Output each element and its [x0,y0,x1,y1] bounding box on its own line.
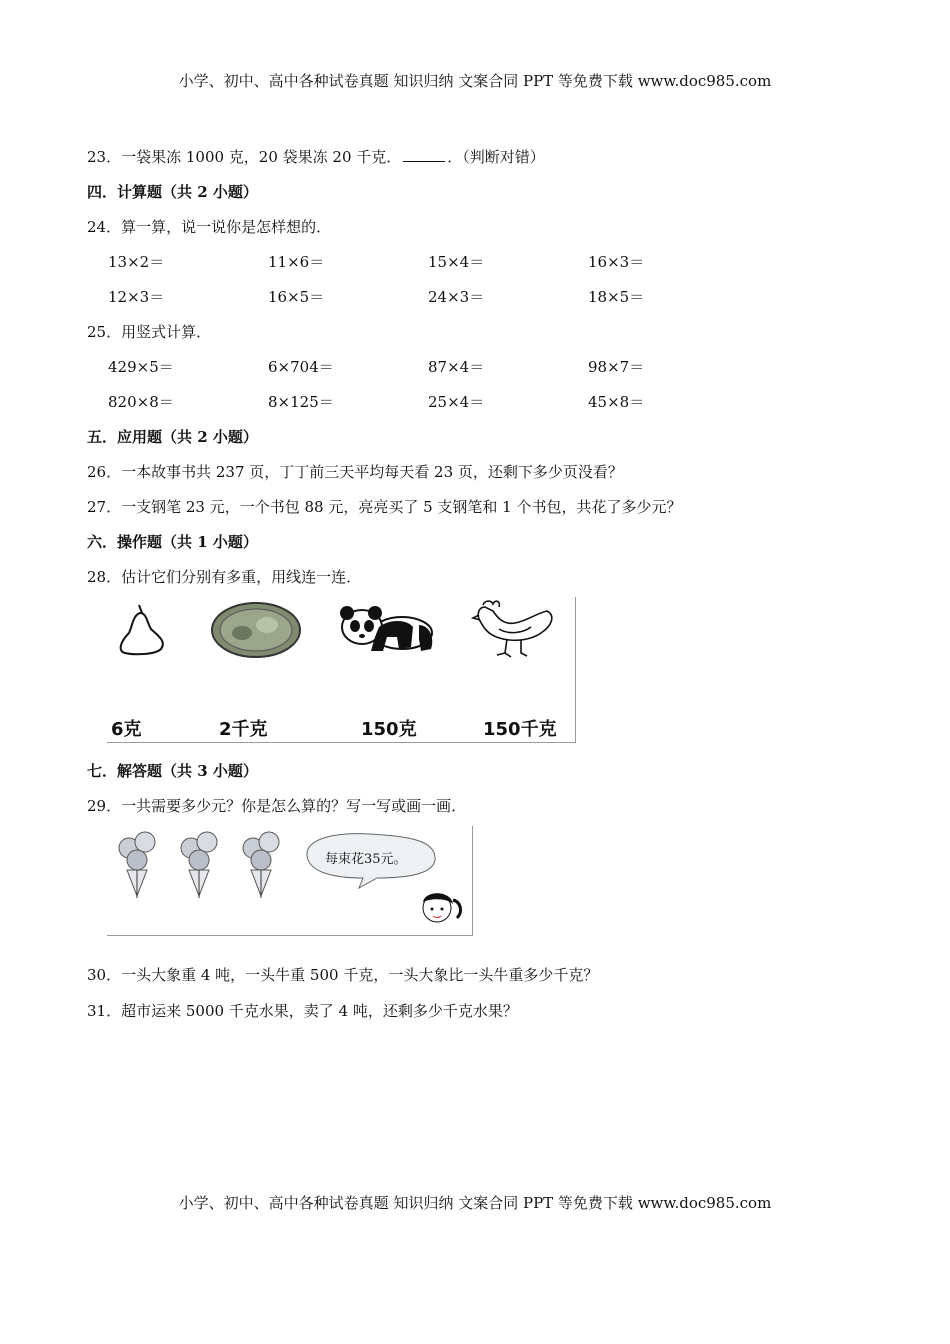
pear-icon [121,605,163,654]
calc-item: 820×8＝ [108,393,174,411]
flower-bouquet-icon [119,832,155,898]
question-31-text: 31．超市运来 5000 千克水果，卖了 4 吨，还剩多少千克水果？ [87,1002,518,1020]
weight-label: 150千克 [483,719,557,740]
calc-item: 11×6＝ [268,253,325,271]
calc-item: 12×3＝ [108,288,165,306]
question-23-suffix: ．（判断对错） [447,148,545,166]
calc-item: 18×5＝ [588,288,645,306]
price-bubble-text: 每束花35元。 [325,852,407,867]
flower-bouquet-icon [181,832,217,898]
calc-item: 16×3＝ [588,253,645,271]
calc-item: 6×704＝ [268,358,334,376]
coin-icon [212,603,300,657]
calc-item: 87×4＝ [428,358,485,376]
calc-item: 16×5＝ [268,288,325,306]
page-header: 小学、初中、高中各种试卷真题 知识归纳 文案合同 PPT 等免费下载 www.doc985.com [178,72,772,90]
section-6-title: 六．操作题（共 1 小题） [87,533,258,551]
question-28-text: 28．估计它们分别有多重，用线连一连． [87,568,362,586]
calc-item: 13×2＝ [108,253,165,271]
hen-icon [473,601,552,657]
section-4-title: 四．计算题（共 2 小题） [87,183,258,201]
section-5-title: 五．应用题（共 2 小题） [87,428,258,446]
girl-icon [423,893,460,922]
weight-matching-figure [107,597,576,743]
figure-pictures [107,826,472,935]
answer-blank[interactable] [403,149,445,162]
question-27-text: 27．一支钢笔 23 元，一个书包 88 元，亮亮买了 5 支钢笔和 1 个书包，共花了多少元？ [87,498,682,516]
panda-icon [340,606,432,651]
question-26-text: 26．一本故事书共 237 页，丁丁前三天平均每天看 23 页，还剩下多少页没看？ [87,463,623,481]
calc-item: 429×5＝ [108,358,174,376]
question-25-text: 25．用竖式计算． [87,323,212,341]
question-29-text: 29．一共需要多少元？你是怎么算的？写一写或画一画． [87,797,467,815]
question-30-text: 30．一头大象重 4 吨，一头牛重 500 千克，一头大象比一头牛重多少千克？ [87,966,599,984]
flower-bouquet-icon [243,832,279,898]
section-7-title: 七．解答题（共 3 小题） [87,762,258,780]
figure-pictures [107,597,575,707]
calc-item: 24×3＝ [428,288,485,306]
calc-item: 25×4＝ [428,393,485,411]
calc-item: 8×125＝ [268,393,334,411]
page-footer: 小学、初中、高中各种试卷真题 知识归纳 文案合同 PPT 等免费下载 www.doc985.com [178,1194,772,1212]
calc-item: 98×7＝ [588,358,645,376]
question-23 [87,146,545,167]
question-23-text: 23．一袋果冻 1000 克，20 袋果冻 20 千克． [87,148,402,166]
weight-label: 2千克 [219,719,268,740]
question-24-text: 24．算一算，说一说你是怎样想的． [87,218,332,236]
weight-label: 6克 [111,719,142,740]
calc-item: 15×4＝ [428,253,485,271]
calc-item: 45×8＝ [588,393,645,411]
weight-label: 150克 [361,719,417,740]
flower-price-figure [107,826,473,936]
